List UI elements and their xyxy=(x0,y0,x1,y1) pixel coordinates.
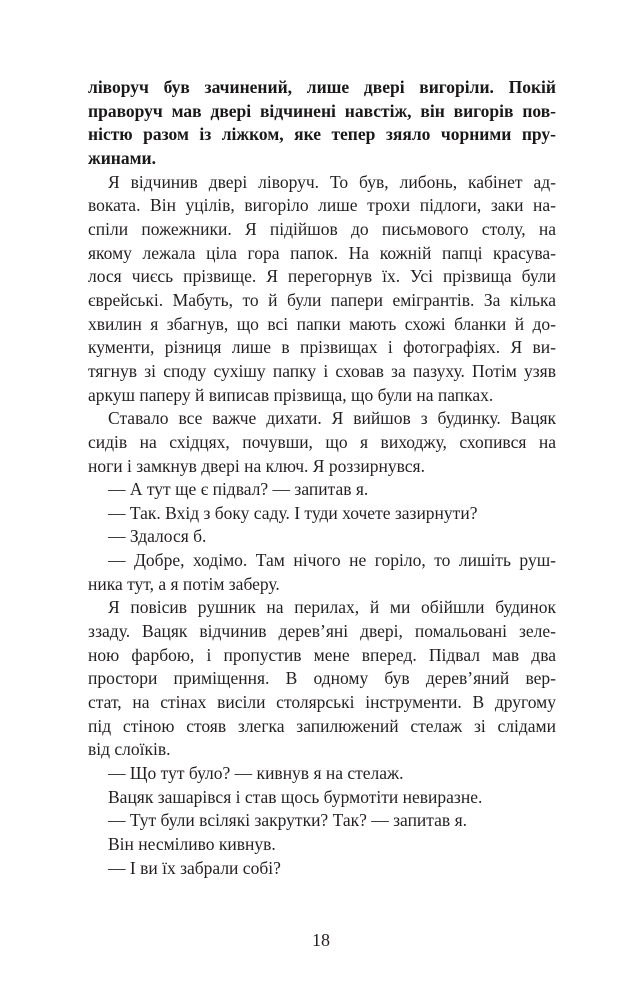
text-line: стат, на стінах висіли столярські інструменти. В другому xyxy=(88,692,556,713)
text-line: кументи, різниця лише в прізвищах і фотографіях. Я ви- xyxy=(88,337,556,358)
text-line: під стіною стояв злегка запилюжений стелаж зі слідами xyxy=(88,715,556,736)
text-line: Я відчинив двері ліворуч. То був, либонь, кабінет ад- xyxy=(108,171,556,192)
page-number: 18 xyxy=(312,930,330,950)
dialogue-line xyxy=(88,762,556,786)
text-line: спіли пожежники. Я підійшов до письмового столу, на xyxy=(88,218,556,239)
text-line: Вацяк зашарівся і став щось бурмотіти невиразне. xyxy=(108,786,483,807)
paragraph xyxy=(88,596,556,762)
text-line: хвилин я збагнув, що всі папки мають схожі бланки й до- xyxy=(88,313,556,334)
paragraph xyxy=(88,786,556,810)
text-line: — Добре, ходімо. Там нічого не горіло, то лишіть руш- xyxy=(108,550,556,571)
paragraph-continuation xyxy=(88,76,556,171)
text-line: ліворуч був зачинений, лише двері вигоріли. Покій xyxy=(88,77,556,97)
text-line: — А тут ще є підвал? — запитав я. xyxy=(108,479,369,500)
paragraph xyxy=(88,171,556,408)
text-line: Ставало все важче дихати. Я вийшов з будинку. Вацяк xyxy=(108,408,556,429)
text-line: — Що тут було? — кивнув я на стелаж. xyxy=(108,763,404,784)
text-line: ззаду. Вацяк відчинив дерев’яні двері, помальовані зеле- xyxy=(88,621,556,642)
text-line: єврейські. Мабуть, то й були папери емігрантів. За кілька xyxy=(88,289,556,310)
text-line: ника тут, а я потім заберу. xyxy=(88,573,280,594)
text-line: — Здалося б. xyxy=(108,526,207,547)
dialogue-line xyxy=(88,502,556,526)
text-line: жинами. xyxy=(88,147,156,168)
dialogue-line xyxy=(88,857,556,881)
text-line: якому лежала ціла гора папок. На кожній папці красува- xyxy=(88,242,556,263)
dialogue-line xyxy=(88,549,556,596)
text-line: праворуч мав двері відчинені навстіж, він вигорів пов- xyxy=(88,100,556,121)
paragraph xyxy=(88,833,556,857)
dialogue-line xyxy=(88,525,556,549)
text-line: ністю разом із ліжком, яке тепер зяяло чорними пру- xyxy=(88,124,556,145)
text-line: простори приміщення. В одному був дерев’яний вер- xyxy=(88,668,556,689)
page-body-text xyxy=(88,76,556,880)
text-line: аркуш паперу й виписав прізвища, що були на папках. xyxy=(88,384,494,405)
text-line: тягнув зі споду сухішу папку і сховав за пазуху. Потім узяв xyxy=(88,360,556,381)
text-line: воката. Він уцілів, вигоріло лише трохи підлоги, заки на- xyxy=(88,195,556,216)
paragraph xyxy=(88,407,556,478)
text-line: Я повісив рушник на перилах, й ми обійшли будинок xyxy=(108,597,556,618)
dialogue-line xyxy=(88,809,556,833)
text-line: — Так. Вхід з боку саду. І туди хочете зазирнути? xyxy=(108,502,478,523)
text-line: — Тут були всілякі закрутки? Так? — запитав я. xyxy=(108,810,467,831)
text-line: від слоїків. xyxy=(88,739,171,760)
text-line: ною фарбою, і пропустив мене вперед. Підвал мав два xyxy=(88,644,556,665)
text-line: — І ви їх забрали собі? xyxy=(108,857,281,878)
text-line: ноги і замкнув двері на ключ. Я роззирнувся. xyxy=(88,455,425,476)
text-line: лося чиєсь прізвище. Я перегорнув їх. Усі прізвища були xyxy=(88,266,556,287)
text-line: Він несміливо кивнув. xyxy=(108,834,276,854)
text-line: сидів на східцях, почувши, що я виходжу, схопився на xyxy=(88,431,556,452)
dialogue-line xyxy=(88,478,556,502)
